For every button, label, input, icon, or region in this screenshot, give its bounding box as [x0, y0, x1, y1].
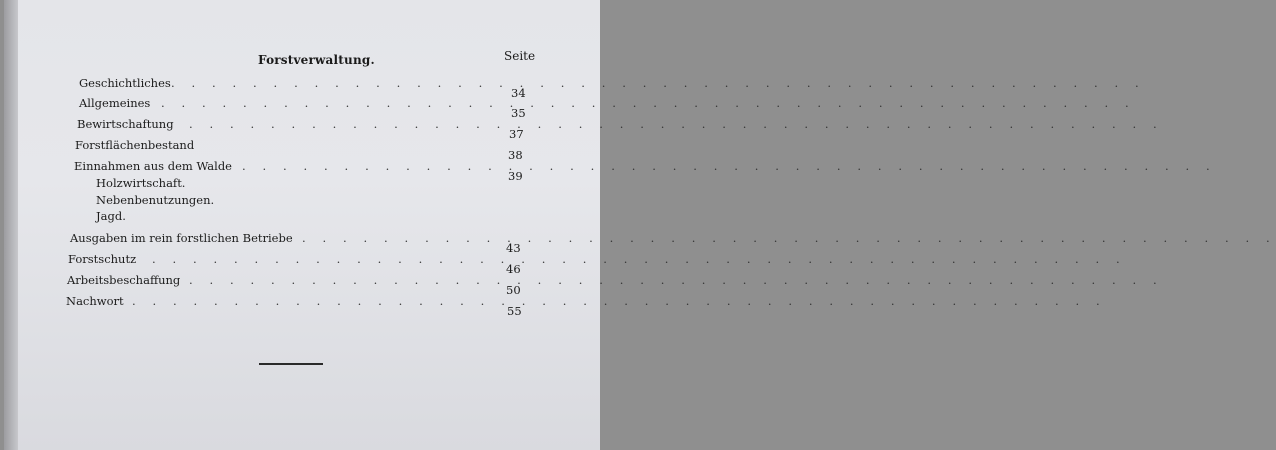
toc-entry-page: 34 [511, 86, 526, 100]
toc-entry-page: 43 [506, 241, 521, 255]
document-page [4, 0, 1276, 450]
toc-entry-page: 38 [508, 148, 523, 162]
dot-leader: . . . . . . . . . . . . . . . . . . . . . . . . . . . . . . . . . . . . . . . . . . . . . . . . [242, 159, 1217, 173]
toc-entry-label: Einnahmen aus dem Walde [74, 159, 232, 173]
toc-entry-label: Geschichtliches [79, 76, 171, 90]
toc-entry-label: Ausgaben im rein forstlichen Betriebe [70, 231, 293, 245]
toc-entry [68, 252, 1127, 276]
toc-entry [70, 231, 1276, 255]
toc-entry [75, 138, 535, 162]
toc-subentry: Holzwirtschaft. [96, 176, 186, 190]
toc-entry [79, 76, 1146, 100]
toc-subentry: Nebenbenutzungen. [96, 193, 215, 207]
toc-subentry: Jagd. [96, 209, 126, 223]
toc-entry-label: Forstschutz [68, 252, 137, 266]
toc-entry-page: 46 [506, 262, 521, 276]
toc-entry-label: Bewirtschaftung [77, 117, 174, 131]
dot-leader: . . . . . . . . . . . . . . . . . . . . . . . . . . . . . . . . . . . . . . . . . . . . . . . . [161, 96, 1136, 110]
toc-entry-label: Forstflächenbestand [75, 138, 195, 152]
toc-entry-page: 50 [506, 283, 521, 297]
section-title: Forstverwaltung. [258, 53, 375, 67]
toc-entry [66, 294, 1107, 318]
dot-leader: . . . . . . . . . . . . . . . . . . . . . . . . . . . . . . . . . . . . . . . . . . . . . . . . [189, 117, 1164, 131]
dot-leader: . . . . . . . . . . . . . . . . . . . . . . . . . . . . . . . . . . . . . . . . . . . . . . . . [152, 252, 1127, 266]
toc-entry [79, 96, 1136, 120]
toc-entry [67, 273, 1164, 297]
dot-leader: . . . . . . . . . . . . . . . . . . . . . . . . . . . . . . . . . . . . . . . . . . . . . . . . [189, 273, 1164, 287]
toc-entry-label: Nachwort [66, 294, 124, 308]
dot-leader: . . . . . . . . . . . . . . . . . . . . . . . . . . . . . . . . . . . . . . . . . . . . . . . . [302, 231, 1276, 245]
page-column-label: Seite [504, 49, 536, 63]
closing-rule [259, 363, 323, 365]
toc-entry-label: Allgemeines [79, 96, 151, 110]
toc-entry [77, 117, 1164, 141]
toc-entry-page: 55 [507, 304, 522, 318]
dot-leader: . . . . . . . . . . . . . . . . . . . . . . . . . . . . . . . . . . . . . . . . . . . . . . . . [171, 76, 1146, 90]
toc-entry-page: 37 [509, 127, 524, 141]
dot-leader: . . . . . . . . . . . . . . . . . . . . . . . . . . . . . . . . . . . . . . . . . . . . . . . . [132, 294, 1107, 308]
toc-entry-label: Arbeitsbeschaffung [67, 273, 181, 287]
page-fold-shadow [4, 0, 18, 450]
toc-entry-page: 35 [511, 106, 526, 120]
toc-entry-page: 39 [508, 169, 523, 183]
